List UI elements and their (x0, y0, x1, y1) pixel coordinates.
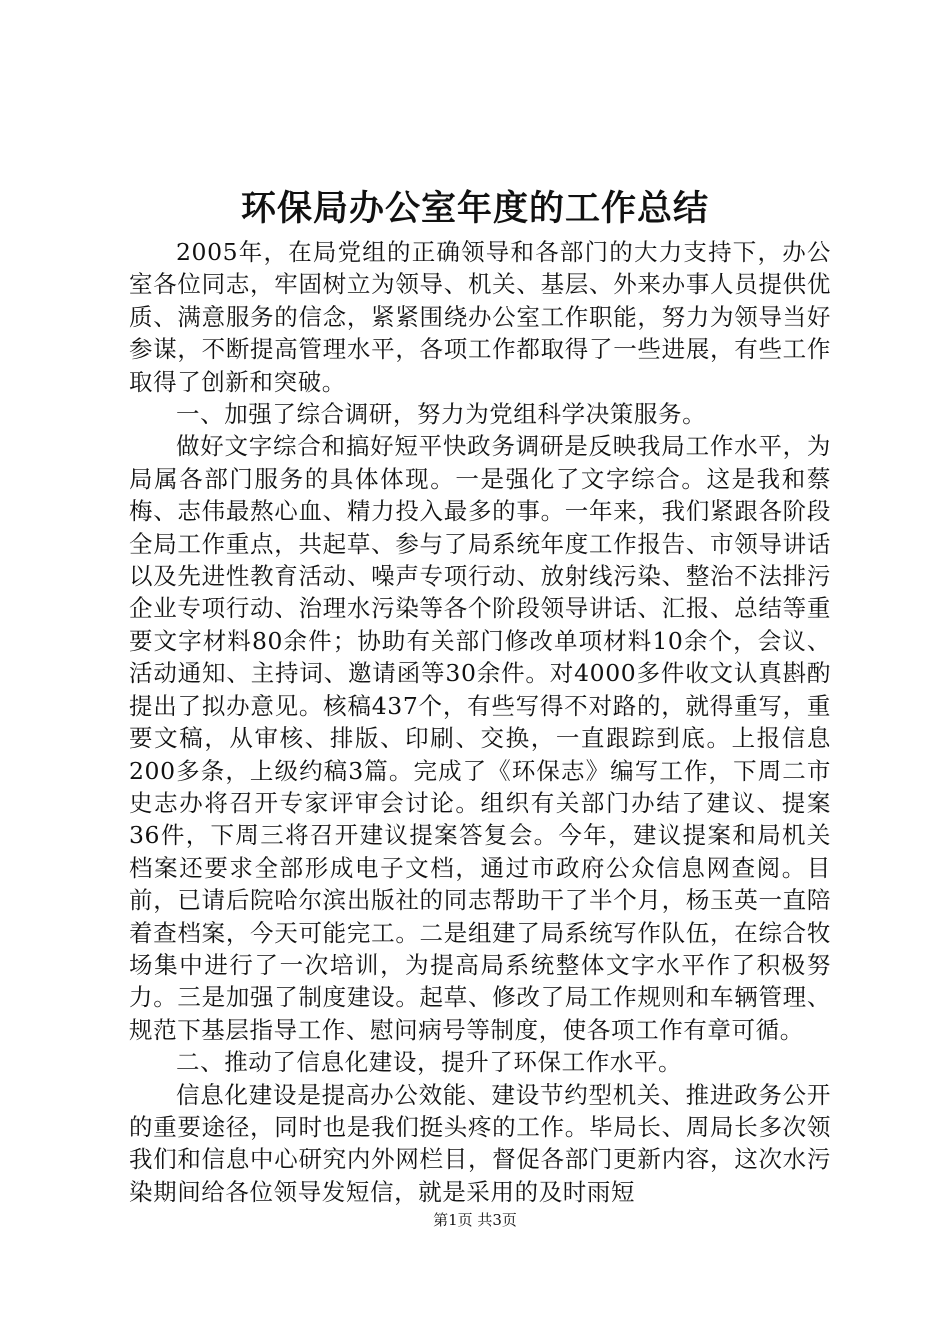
section-heading-2: 二、推动了信息化建设，提升了环保工作水平。 (176, 1048, 683, 1077)
page-number-footer: 第1页 共3页 (433, 1211, 517, 1229)
paragraph-section-2: 信息化建设是提高办公效能、建设节约型机关、推进政务公开的重要途径，同时也是我们挺头疼的工作。毕局长、周局长多次领我们和信息中心研究内外网栏目，督促各部门更新内容，这次水污染期间给各位领导发短信，就是采用的及时雨短 (129, 1080, 831, 1206)
paragraph-intro: 2005年，在局党组的正确领导和各部门的大力支持下，办公室各位同志，牢固树立为领导、机关、基层、外来办事人员提供优质、满意服务的信念，紧紧围绕办公室工作职能，努力为领导当好参谋，不断提高管理水平，各项工作都取得了一些进展，有些工作取得了创新和突破。 (129, 238, 831, 396)
paragraph-section-1: 做好文字综合和搞好短平快政务调研是反映我局工作水平，为局属各部门服务的具体体现。一是强化了文字综合。这是我和蔡梅、志伟最熬心血、精力投入最多的事。一年来，我们紧跟各阶段全局工作重点，共起草、参与了局系统年度工作报告、市领导讲话以及先进性教育活动、噪声专项行动、放射线污染、整治不法排污企业专项行动、治理水污染等各个阶段领导讲话、汇报、总结等重要文字材料80余件；协助有关部门修改单项材料10余个，会议、活动通知、主持词、邀请函等30余件。对4000多件收文认真斟酌提出了拟办意见。核稿437个，有些写得不对路的，就得重写，重要文稿，从审核、排版、印刷、交换，一直跟踪到底。上报信息200多条，上级约稿3篇。完成了《环保志》编写工作，下周二市史志办将召开专家评审会讨论。组织有关部门办结了建议、提案36件，下周三将召开建议提案答复会。今年，建议提案和局机关档案还要求全部形成电子文档，通过市政府公众信息网查阅。目前，已请后院哈尔滨出版社的同志帮助干了半个月，杨玉英一直陪着查档案，今天可能完工。二是组建了局系统写作队伍，在综合牧场集中进行了一次培训，为提高局系统整体文字水平作了积极努力。三是加强了制度建设。起草、修改了局工作规则和车辆管理、规范下基层指导工作、慰问病号等制度，使各项工作有章可循。 (129, 432, 831, 1044)
document-title: 环保局办公室年度的工作总结 (240, 188, 709, 229)
document-body (129, 236, 831, 1208)
section-heading-1: 一、加强了综合调研，努力为党组科学决策服务。 (176, 400, 707, 429)
